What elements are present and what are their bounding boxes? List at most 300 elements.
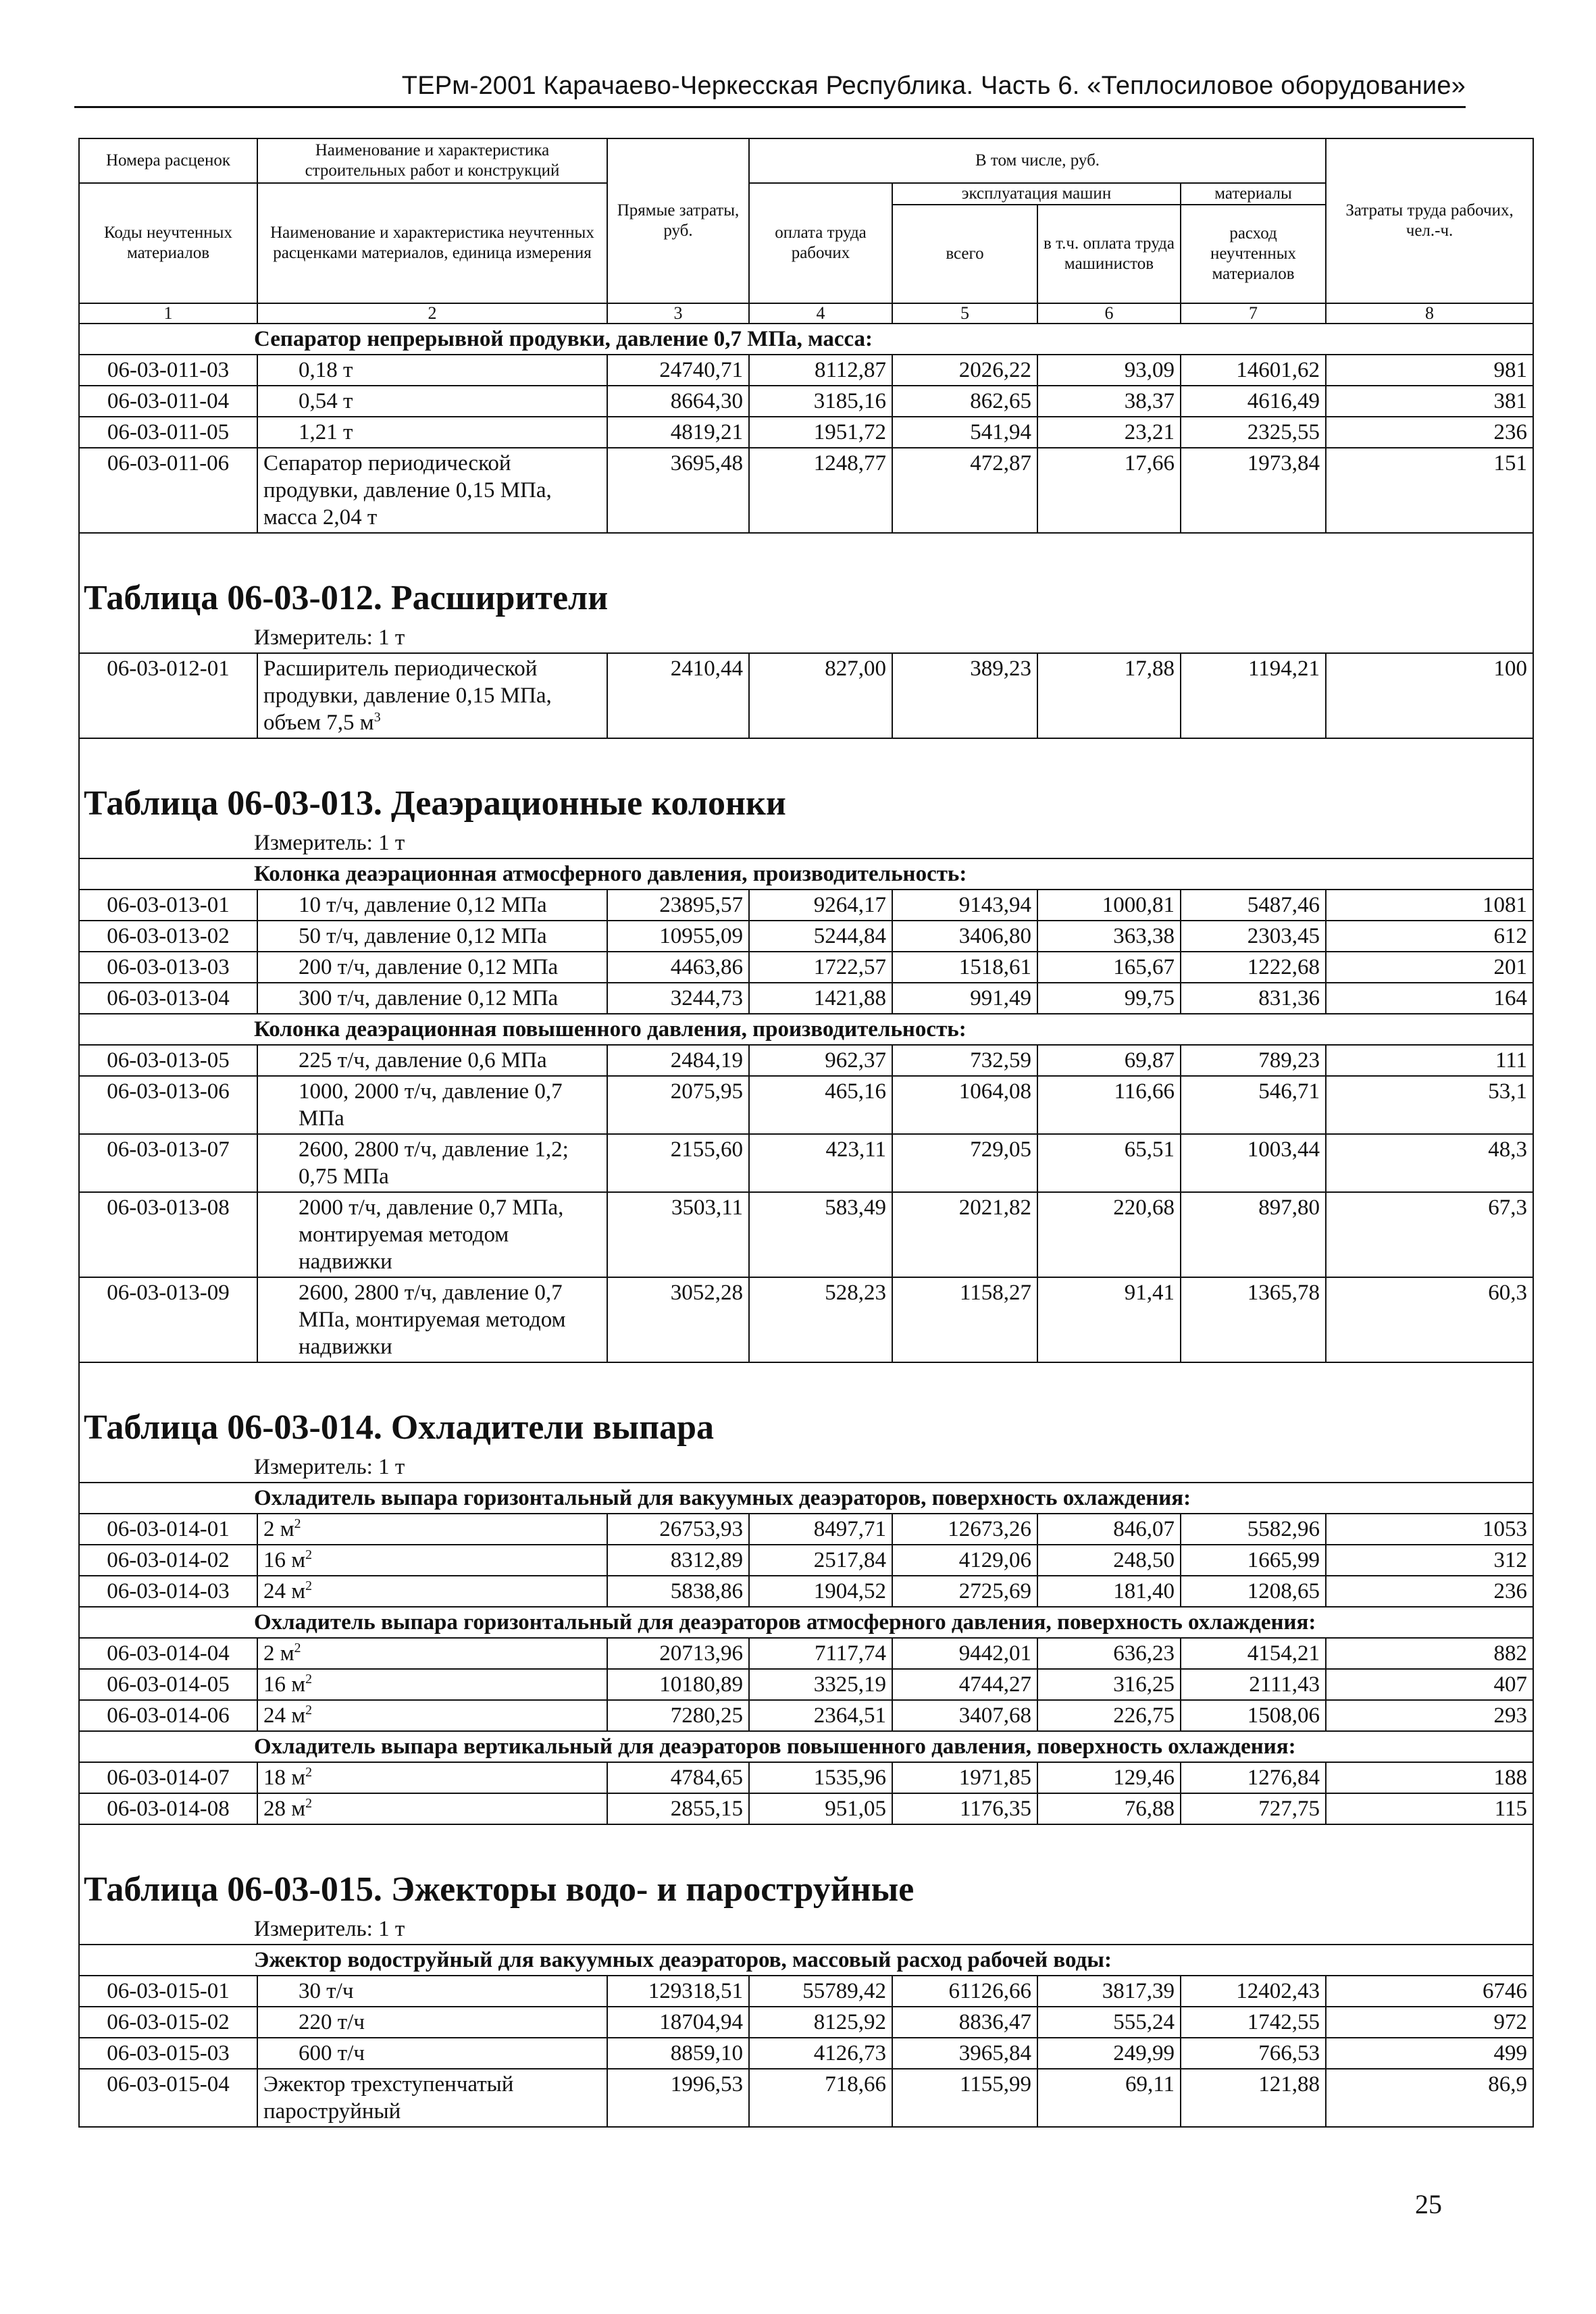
table-row (79, 1762, 1533, 1793)
operator-pay: 93,09 (1037, 355, 1181, 386)
col-index: 8 (1326, 303, 1533, 324)
materials-cost: 1973,84 (1181, 448, 1326, 533)
table-gap (79, 1824, 1533, 1843)
work-name: 2000 т/ч, давление 0,7 МПа, монтируемая методом надвижки (299, 1195, 564, 1274)
operator-pay: 846,07 (1037, 1514, 1181, 1545)
direct-costs: 2855,15 (607, 1793, 749, 1824)
unit-exponent: 2 (305, 1578, 313, 1593)
rate-code: 06-03-011-03 (79, 355, 257, 386)
worker-pay: 583,49 (749, 1192, 892, 1277)
machine-total: 2725,69 (892, 1576, 1037, 1607)
work-name: Расширитель периодической продувки, давление 0,15 МПа, объем 7,5 м (263, 657, 552, 735)
work-name-cell (257, 1514, 607, 1545)
direct-costs: 4784,65 (607, 1762, 749, 1793)
direct-costs: 8664,30 (607, 386, 749, 417)
unit-exponent: 2 (305, 1765, 313, 1780)
machine-total: 3965,84 (892, 2038, 1037, 2069)
worker-pay: 9264,17 (749, 890, 892, 921)
worker-pay: 1951,72 (749, 417, 892, 448)
materials-cost: 1276,84 (1181, 1762, 1326, 1793)
unit-exponent: 2 (305, 1703, 313, 1718)
rate-code: 06-03-014-08 (79, 1793, 257, 1824)
materials-cost: 766,53 (1181, 2038, 1326, 2069)
table-title: Таблица 06-03-014. Охладители выпара (79, 1381, 1533, 1454)
work-name: 16 м (263, 1548, 306, 1572)
materials-cost: 897,80 (1181, 1192, 1326, 1277)
section-heading: Эжектор водоструйный для вакуумных деаэраторов, массовый расход рабочей воды: (79, 1945, 1533, 1976)
operator-pay: 17,66 (1037, 448, 1181, 533)
labor-hours: 981 (1326, 355, 1533, 386)
table-gap (79, 533, 1533, 551)
direct-costs: 3052,28 (607, 1277, 749, 1362)
col-header-labor-costs: Затраты труда рабочих, чел.-ч. (1326, 138, 1533, 303)
work-name: 200 т/ч, давление 0,12 МПа (299, 955, 559, 979)
table-row (79, 2038, 1533, 2069)
machine-total: 3406,80 (892, 921, 1037, 952)
work-name: 300 т/ч, давление 0,12 МПа (299, 986, 559, 1010)
machine-total: 3407,68 (892, 1700, 1037, 1731)
operator-pay: 23,21 (1037, 417, 1181, 448)
section-heading: Колонка деаэрационная повышенного давления, производительность: (79, 1014, 1533, 1045)
direct-costs: 5838,86 (607, 1576, 749, 1607)
direct-costs: 3503,11 (607, 1192, 749, 1277)
operator-pay: 65,51 (1037, 1134, 1181, 1192)
unit-label: Измеритель: 1 т (79, 829, 1533, 858)
operator-pay: 17,88 (1037, 653, 1181, 738)
work-name-cell (257, 890, 607, 921)
work-name: 600 т/ч (299, 2041, 365, 2065)
section-row (79, 1945, 1533, 1976)
unit-row (79, 1916, 1533, 1945)
col-index: 3 (607, 303, 749, 324)
page-number: 25 (1415, 2189, 1442, 2219)
table-title-row (79, 1381, 1533, 1454)
table-end (79, 2127, 1533, 2128)
machine-total: 4129,06 (892, 1545, 1037, 1576)
section-heading: Охладитель выпара горизонтальный для деаэраторов атмосферного давления, поверхность охлаждения: (79, 1607, 1533, 1638)
machine-total: 2021,82 (892, 1192, 1037, 1277)
materials-cost: 1365,78 (1181, 1277, 1326, 1362)
table-end-cell (79, 2127, 1533, 2128)
col-header-material-name: Наименование и характеристика неучтенных расценками материалов, единица измерения (257, 183, 607, 303)
running-header: ТЕРм-2001 Карачаево-Черкесская Республика. Часть 6. «Теплосиловое оборудование» (74, 72, 1466, 108)
materials-cost: 1665,99 (1181, 1545, 1326, 1576)
unit-exponent: 2 (294, 1641, 301, 1655)
column-index-row (79, 303, 1533, 324)
work-name-cell (257, 983, 607, 1014)
machine-total: 729,05 (892, 1134, 1037, 1192)
rate-code: 06-03-013-02 (79, 921, 257, 952)
rate-code: 06-03-013-08 (79, 1192, 257, 1277)
col-header-work-name: Наименование и характеристика строительных работ и конструкций (257, 138, 607, 183)
operator-pay: 91,41 (1037, 1277, 1181, 1362)
direct-costs: 8312,89 (607, 1545, 749, 1576)
table-row (79, 1576, 1533, 1607)
work-name: 2600, 2800 т/ч, давление 0,7 МПа, монтируемая методом надвижки (299, 1281, 566, 1359)
unit-exponent: 3 (374, 710, 381, 725)
col-index: 6 (1037, 303, 1181, 324)
operator-pay: 1000,81 (1037, 890, 1181, 921)
labor-hours: 407 (1326, 1669, 1533, 1700)
worker-pay: 951,05 (749, 1793, 892, 1824)
col-index: 2 (257, 303, 607, 324)
work-name-cell (257, 1045, 607, 1076)
work-name-cell (257, 417, 607, 448)
unit-row (79, 624, 1533, 653)
work-name-cell (257, 921, 607, 952)
materials-cost: 546,71 (1181, 1076, 1326, 1134)
materials-cost: 789,23 (1181, 1045, 1326, 1076)
direct-costs: 3695,48 (607, 448, 749, 533)
direct-costs: 4819,21 (607, 417, 749, 448)
rate-code: 06-03-015-02 (79, 2007, 257, 2038)
rate-code: 06-03-014-02 (79, 1545, 257, 1576)
work-name-cell (257, 1793, 607, 1824)
gap-cell (79, 1362, 1533, 1381)
col-header-materials: материалы (1181, 183, 1326, 205)
direct-costs: 2410,44 (607, 653, 749, 738)
worker-pay: 528,23 (749, 1277, 892, 1362)
rate-code: 06-03-011-06 (79, 448, 257, 533)
operator-pay: 220,68 (1037, 1192, 1181, 1277)
section-row (79, 1014, 1533, 1045)
work-name-cell (257, 653, 607, 738)
operator-pay: 636,23 (1037, 1638, 1181, 1669)
operator-pay: 38,37 (1037, 386, 1181, 417)
worker-pay: 8497,71 (749, 1514, 892, 1545)
labor-hours: 60,3 (1326, 1277, 1533, 1362)
rate-code: 06-03-015-04 (79, 2069, 257, 2127)
materials-cost: 2303,45 (1181, 921, 1326, 952)
direct-costs: 26753,93 (607, 1514, 749, 1545)
labor-hours: 53,1 (1326, 1076, 1533, 1134)
rate-code: 06-03-014-04 (79, 1638, 257, 1669)
direct-costs: 2155,60 (607, 1134, 749, 1192)
materials-cost: 1003,44 (1181, 1134, 1326, 1192)
rate-code: 06-03-013-03 (79, 952, 257, 983)
table-row (79, 653, 1533, 738)
machine-total: 1518,61 (892, 952, 1037, 983)
worker-pay: 55789,42 (749, 1976, 892, 2007)
materials-cost: 1208,65 (1181, 1576, 1326, 1607)
materials-cost: 831,36 (1181, 983, 1326, 1014)
labor-hours: 381 (1326, 386, 1533, 417)
machine-total: 1176,35 (892, 1793, 1037, 1824)
materials-cost: 5582,96 (1181, 1514, 1326, 1545)
table-row (79, 1192, 1533, 1277)
rate-code: 06-03-014-01 (79, 1514, 257, 1545)
table-row (79, 921, 1533, 952)
operator-pay: 3817,39 (1037, 1976, 1181, 2007)
work-name-cell (257, 1192, 607, 1277)
direct-costs: 2075,95 (607, 1076, 749, 1134)
machine-total: 862,65 (892, 386, 1037, 417)
direct-costs: 1996,53 (607, 2069, 749, 2127)
direct-costs: 7280,25 (607, 1700, 749, 1731)
rate-code: 06-03-012-01 (79, 653, 257, 738)
operator-pay: 181,40 (1037, 1576, 1181, 1607)
col-header-worker-pay: оплата труда рабочих (749, 183, 892, 303)
col-index: 4 (749, 303, 892, 324)
labor-hours: 312 (1326, 1545, 1533, 1576)
materials-cost: 1194,21 (1181, 653, 1326, 738)
rate-code: 06-03-013-06 (79, 1076, 257, 1134)
worker-pay: 5244,84 (749, 921, 892, 952)
work-name: 16 м (263, 1672, 306, 1697)
rate-code: 06-03-013-09 (79, 1277, 257, 1362)
labor-hours: 100 (1326, 653, 1533, 738)
col-header-operator-pay: в т.ч. оплата труда машинистов (1037, 205, 1181, 303)
unit-row (79, 829, 1533, 858)
worker-pay: 827,00 (749, 653, 892, 738)
materials-cost: 1742,55 (1181, 2007, 1326, 2038)
operator-pay: 363,38 (1037, 921, 1181, 952)
col-index: 1 (79, 303, 257, 324)
labor-hours: 236 (1326, 417, 1533, 448)
work-name: Сепаратор периодической продувки, давление 0,15 МПа, масса 2,04 т (263, 451, 552, 530)
rates-table (78, 138, 1534, 2128)
unit-row (79, 1454, 1533, 1483)
section-row (79, 858, 1533, 890)
section-heading: Сепаратор непрерывной продувки, давление 0,7 МПа, масса: (79, 324, 1533, 355)
labor-hours: 293 (1326, 1700, 1533, 1731)
section-row (79, 324, 1533, 355)
header-row-2 (79, 183, 1533, 205)
work-name: 225 т/ч, давление 0,6 МПа (299, 1048, 547, 1073)
work-name: 28 м (263, 1797, 306, 1821)
machine-total: 1971,85 (892, 1762, 1037, 1793)
table-row (79, 355, 1533, 386)
col-index: 7 (1181, 303, 1326, 324)
work-name: 2 м (263, 1641, 294, 1666)
unit-exponent: 2 (305, 1547, 313, 1562)
direct-costs: 23895,57 (607, 890, 749, 921)
materials-cost: 727,75 (1181, 1793, 1326, 1824)
unit-label: Измеритель: 1 т (79, 624, 1533, 653)
machine-total: 1158,27 (892, 1277, 1037, 1362)
labor-hours: 188 (1326, 1762, 1533, 1793)
operator-pay: 99,75 (1037, 983, 1181, 1014)
machine-total: 8836,47 (892, 2007, 1037, 2038)
operator-pay: 316,25 (1037, 1669, 1181, 1700)
table-title-row (79, 551, 1533, 624)
unit-exponent: 2 (305, 1672, 313, 1687)
work-name-cell (257, 448, 607, 533)
machine-total: 732,59 (892, 1045, 1037, 1076)
materials-cost: 4616,49 (1181, 386, 1326, 417)
work-name-cell (257, 386, 607, 417)
work-name-cell (257, 1700, 607, 1731)
labor-hours: 1081 (1326, 890, 1533, 921)
table-title-row (79, 1843, 1533, 1916)
rate-code: 06-03-013-04 (79, 983, 257, 1014)
worker-pay: 465,16 (749, 1076, 892, 1134)
labor-hours: 201 (1326, 952, 1533, 983)
work-name: 10 т/ч, давление 0,12 МПа (299, 893, 547, 917)
rate-code: 06-03-015-01 (79, 1976, 257, 2007)
rate-code: 06-03-013-01 (79, 890, 257, 921)
table-gap (79, 738, 1533, 756)
work-name-cell (257, 952, 607, 983)
table-row (79, 1638, 1533, 1669)
materials-cost: 4154,21 (1181, 1638, 1326, 1669)
machine-total: 1155,99 (892, 2069, 1037, 2127)
worker-pay: 8125,92 (749, 2007, 892, 2038)
labor-hours: 1053 (1326, 1514, 1533, 1545)
operator-pay: 555,24 (1037, 2007, 1181, 2038)
rate-code: 06-03-014-07 (79, 1762, 257, 1793)
section-heading: Охладитель выпара вертикальный для деаэраторов повышенного давления, поверхность охлаждения: (79, 1731, 1533, 1762)
section-row (79, 1607, 1533, 1638)
direct-costs: 2484,19 (607, 1045, 749, 1076)
work-name-cell (257, 1669, 607, 1700)
table-row (79, 1976, 1533, 2007)
worker-pay: 7117,74 (749, 1638, 892, 1669)
worker-pay: 2364,51 (749, 1700, 892, 1731)
table-title: Таблица 06-03-012. Расширители (79, 551, 1533, 624)
rate-code: 06-03-014-03 (79, 1576, 257, 1607)
worker-pay: 718,66 (749, 2069, 892, 2127)
table-row (79, 1134, 1533, 1192)
materials-cost: 2325,55 (1181, 417, 1326, 448)
labor-hours: 882 (1326, 1638, 1533, 1669)
gap-cell (79, 533, 1533, 551)
worker-pay: 1421,88 (749, 983, 892, 1014)
materials-cost: 121,88 (1181, 2069, 1326, 2127)
col-header-group-incl: В том числе, руб. (749, 138, 1326, 183)
table-row (79, 952, 1533, 983)
unit-exponent: 2 (305, 1796, 313, 1811)
work-name: 2600, 2800 т/ч, давление 1,2; 0,75 МПа (299, 1137, 569, 1189)
work-name-cell (257, 2069, 607, 2127)
operator-pay: 129,46 (1037, 1762, 1181, 1793)
worker-pay: 8112,87 (749, 355, 892, 386)
table-title: Таблица 06-03-015. Эжекторы водо- и пароструйные (79, 1843, 1533, 1916)
col-header-machine-operation: эксплуатация машин (892, 183, 1181, 205)
table-row (79, 1793, 1533, 1824)
materials-cost: 12402,43 (1181, 1976, 1326, 2007)
machine-total: 541,94 (892, 417, 1037, 448)
machine-total: 991,49 (892, 983, 1037, 1014)
direct-costs: 10180,89 (607, 1669, 749, 1700)
work-name-cell (257, 1976, 607, 2007)
work-name-cell (257, 355, 607, 386)
labor-hours: 499 (1326, 2038, 1533, 2069)
worker-pay: 2517,84 (749, 1545, 892, 1576)
operator-pay: 69,11 (1037, 2069, 1181, 2127)
table-row (79, 2007, 1533, 2038)
gap-cell (79, 1824, 1533, 1843)
worker-pay: 3325,19 (749, 1669, 892, 1700)
section-heading: Колонка деаэрационная атмосферного давления, производительность: (79, 858, 1533, 890)
machine-total: 2026,22 (892, 355, 1037, 386)
col-header-unaccounted-materials: расход неучтенных материалов (1181, 205, 1326, 303)
rate-code: 06-03-013-07 (79, 1134, 257, 1192)
labor-hours: 972 (1326, 2007, 1533, 2038)
operator-pay: 165,67 (1037, 952, 1181, 983)
table-row (79, 2069, 1533, 2127)
work-name: 24 м (263, 1703, 306, 1728)
machine-total: 61126,66 (892, 1976, 1037, 2007)
machine-total: 9442,01 (892, 1638, 1037, 1669)
rate-code: 06-03-013-05 (79, 1045, 257, 1076)
operator-pay: 226,75 (1037, 1700, 1181, 1731)
header-row-1 (79, 138, 1533, 183)
rate-code: 06-03-015-03 (79, 2038, 257, 2069)
work-name: 18 м (263, 1766, 306, 1790)
work-name-cell (257, 1545, 607, 1576)
labor-hours: 6746 (1326, 1976, 1533, 2007)
worker-pay: 962,37 (749, 1045, 892, 1076)
work-name-cell (257, 1076, 607, 1134)
table-row (79, 1514, 1533, 1545)
work-name: 50 т/ч, давление 0,12 МПа (299, 924, 547, 948)
col-header-rate-numbers: Номера расценок (79, 138, 257, 183)
worker-pay: 1535,96 (749, 1762, 892, 1793)
work-name-cell (257, 1134, 607, 1192)
work-name: 0,54 т (299, 389, 353, 413)
worker-pay: 423,11 (749, 1134, 892, 1192)
labor-hours: 67,3 (1326, 1192, 1533, 1277)
labor-hours: 164 (1326, 983, 1533, 1014)
table-row (79, 1076, 1533, 1134)
direct-costs: 8859,10 (607, 2038, 749, 2069)
unit-exponent: 2 (294, 1516, 301, 1531)
labor-hours: 151 (1326, 448, 1533, 533)
table-row (79, 417, 1533, 448)
table-row (79, 1277, 1533, 1362)
work-name: 2 м (263, 1517, 294, 1541)
table-title-row (79, 756, 1533, 829)
table-gap (79, 1362, 1533, 1381)
operator-pay: 76,88 (1037, 1793, 1181, 1824)
machine-total: 1064,08 (892, 1076, 1037, 1134)
table-row (79, 1045, 1533, 1076)
table-title: Таблица 06-03-013. Деаэрационные колонки (79, 756, 1533, 829)
labor-hours: 86,9 (1326, 2069, 1533, 2127)
unit-label: Измеритель: 1 т (79, 1454, 1533, 1483)
work-name-cell (257, 1638, 607, 1669)
machine-total: 4744,27 (892, 1669, 1037, 1700)
materials-cost: 14601,62 (1181, 355, 1326, 386)
rate-code: 06-03-011-04 (79, 386, 257, 417)
table-row (79, 890, 1533, 921)
rate-code: 06-03-014-05 (79, 1669, 257, 1700)
table-row (79, 1669, 1533, 1700)
col-header-direct-costs: Прямые затраты, руб. (607, 138, 749, 303)
col-header-material-codes: Коды неучтенных материалов (79, 183, 257, 303)
work-name: 1000, 2000 т/ч, давление 0,7 МПа (299, 1079, 563, 1131)
section-row (79, 1483, 1533, 1514)
direct-costs: 4463,86 (607, 952, 749, 983)
section-row (79, 1731, 1533, 1762)
work-name: 30 т/ч (299, 1979, 354, 2003)
operator-pay: 69,87 (1037, 1045, 1181, 1076)
section-heading: Охладитель выпара горизонтальный для вакуумных деаэраторов, поверхность охлаждения: (79, 1483, 1533, 1514)
table-row (79, 1700, 1533, 1731)
work-name: 24 м (263, 1579, 306, 1603)
machine-total: 9143,94 (892, 890, 1037, 921)
labor-hours: 236 (1326, 1576, 1533, 1607)
work-name-cell (257, 2038, 607, 2069)
machine-total: 472,87 (892, 448, 1037, 533)
labor-hours: 115 (1326, 1793, 1533, 1824)
table-row (79, 448, 1533, 533)
direct-costs: 18704,94 (607, 2007, 749, 2038)
direct-costs: 24740,71 (607, 355, 749, 386)
worker-pay: 3185,16 (749, 386, 892, 417)
machine-total: 12673,26 (892, 1514, 1037, 1545)
